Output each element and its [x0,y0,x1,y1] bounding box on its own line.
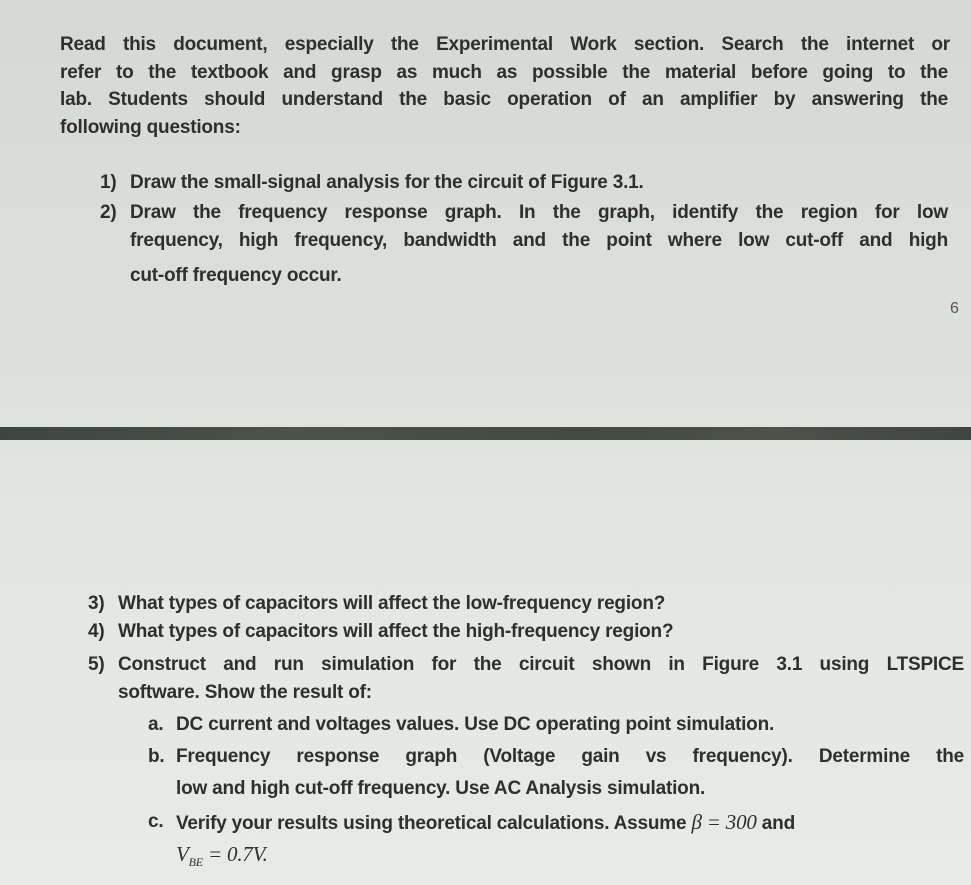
subitem-text: Frequency response graph (Voltage gain vs frequency). Determine the [176,746,964,767]
intro-line: refer to the textbook and grasp as much as possible the material before going to the [60,62,948,83]
subitem-text: low and high cut-off frequency. Use AC Analysis simulation. [176,778,706,799]
vbe-symbol: V [176,842,189,866]
subitem-text: DC current and voltages values. Use DC operating point simulation. [176,714,775,735]
question-text: What types of capacitors will affect the low-frequency region? [118,593,666,614]
vbe-value: = 0.7V. [208,842,268,866]
question-text: Construct and run simulation for the circuit shown in Figure 3.1 using LTSPICE [118,654,964,675]
vbe-subscript: BE [188,854,203,869]
subitem-letter: a. [148,714,164,735]
question-text: What types of capacitors will affect the high-frequency region? [118,621,674,642]
question-number: 3) [88,593,105,614]
question-number: 4) [88,621,105,642]
question-text: cut-off frequency occur. [130,265,342,286]
intro-line: Read this document, especially the Experimental Work section. Search the internet or [60,34,950,55]
question-text: frequency, high frequency, bandwidth and the point where low cut-off and high [130,230,948,251]
beta-equation: β = 300 [691,810,757,834]
question-text: software. Show the result of: [118,682,372,703]
subitem-text-and: and [761,813,795,834]
question-text: Draw the small-signal analysis for the circuit of Figure 3.1. [130,172,644,193]
question-number: 2) [100,202,117,223]
page-separator [0,427,971,440]
question-number: 1) [100,172,117,193]
intro-line: following questions: [60,117,241,138]
subitem-letter: c. [148,811,164,832]
page-number: 6 [950,300,959,317]
question-number: 5) [88,654,105,675]
subitem-text-main: Verify your results using theoretical calculations. Assume [176,813,687,834]
vbe-equation [176,842,268,874]
subitem-text [176,810,795,836]
question-text: Draw the frequency response graph. In the graph, identify the region for low [130,202,948,223]
subitem-letter: b. [148,746,165,767]
intro-line: lab. Students should understand the basic operation of an amplifier by answering the [60,89,948,110]
